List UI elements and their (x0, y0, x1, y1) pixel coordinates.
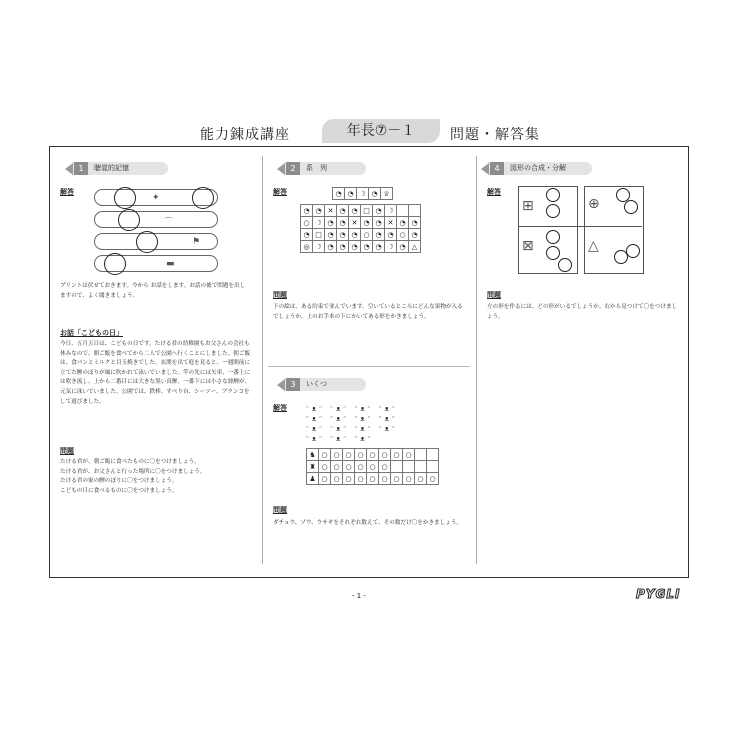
section3-answer-grid: ♞ ○ ○ ○ ○ ○ ○ ○ ○ ♜ ○ ○ ○ ○ ○ ○ ♟ ○ ○ ○ ○ ○ ○ ○ ○ ○ ○ (306, 448, 439, 485)
answer-circle-icon (558, 258, 572, 272)
sushi-icon: ▬ (166, 259, 175, 269)
answer-circle-icon (546, 230, 560, 244)
section3-label: いくつ (306, 380, 327, 388)
row-divider (268, 366, 470, 367)
section3-text: ダチョウ、ゾウ、ウサギをそれぞれ数えて、その数だけ〇をかきましょう。 (273, 520, 463, 526)
section4-tab (488, 162, 592, 175)
section3-tab (284, 378, 366, 391)
shape-divider (518, 226, 642, 227)
section4-number: 4 (490, 162, 504, 175)
question-item: たける君の家の鯉のぼりに〇をつけましょう。 (60, 478, 178, 485)
section1-number: 1 (74, 162, 88, 175)
cross-square-icon: ⊠ (522, 238, 534, 254)
answer-circle-icon (192, 187, 214, 209)
section2-tab (284, 162, 366, 175)
page-number: - 1 - (352, 592, 366, 600)
section2-label: 系 列 (306, 164, 327, 172)
question-item: たける君が、お父さんと行った場所に〇をつけましょう。 (60, 468, 206, 475)
square-pattern-icon: ⊞ (522, 198, 534, 214)
answer-circle-icon (546, 204, 560, 218)
section2-number: 2 (286, 162, 300, 175)
section1-answer-head: 解答 (60, 188, 74, 196)
section4-text: 左の形を作るには、どの形がいるでしょうか。右から見つけて〇をつけましょう。 (487, 304, 678, 320)
answer-row-2 (94, 211, 218, 228)
animal-icon: ᵔᴥᵔ ᵔᴥᵔ ᵔᴥᵔ ᵔᴥᵔ (306, 425, 398, 433)
question-item: こどもの日に食べるものに〇をつけましょう。 (60, 487, 178, 494)
title-tab: 年長⑦－１ (322, 119, 440, 143)
brand-logo: PYGLI (636, 587, 681, 601)
answer-circle-icon (114, 187, 136, 209)
section1-answer-figure (94, 189, 220, 273)
title-left: 能力錬成講座 (200, 127, 290, 143)
column-divider-1 (262, 156, 263, 564)
section3-answer-head: 解答 (273, 404, 287, 412)
question-item: たける君が、朝ご飯に食べたものに〇をつけましょう。 (60, 459, 200, 465)
answer-circle-icon (136, 231, 158, 253)
answer-circle-icon (624, 200, 638, 214)
section4-answer-figure (518, 186, 678, 276)
section3-question-head: 問題 (273, 506, 287, 514)
answer-circle-icon (626, 244, 640, 258)
section4-answer-head: 解答 (487, 188, 501, 196)
fish-icon: ✦ (152, 193, 160, 203)
section4-question-head: 問題 (487, 291, 501, 299)
section1-label: 聴覚的記憶 (94, 164, 129, 172)
title-right: 問題・解答集 (450, 127, 540, 143)
answer-circle-icon (546, 188, 560, 202)
tab-arrow-icon (277, 379, 285, 391)
section2-answer-grid: ◔ ◔ ✕ ◔ ◔ □ ◔ ☽ ○ ☽ ◔ ◔ ✕ ◔ ◔ ✕ ◔ ◔ ◔ □ ◔ ◔ ◔ ○ ◔ ◔ ○ ◔ ◎ ☽ ◔ ◔ ◔ ◔ ◔ ☽ ◔ △ (300, 204, 421, 253)
section2-answer-head: 解答 (273, 188, 287, 196)
section1-tab (72, 162, 168, 175)
answer-circle-icon (546, 246, 560, 260)
tab-arrow-icon (481, 163, 489, 175)
slide-icon: ⌒ (164, 218, 174, 228)
animal-icon: ᵔᴥᵔ ᵔᴥᵔ ᵔᴥᵔ ᵔᴥᵔ (306, 415, 398, 423)
section4-label: 図形の合成・分解 (510, 164, 566, 172)
section2-text: 下の絵は、ある約束で並んでいます。空いているところにどんな果物が入るでしょうか。上のお手本の下にかいてある形をかきましょう。 (273, 304, 463, 320)
section1-story: 今日、五月五日は、こどもの日です。たける君の幼稚園もお父さんの会社も休みなので、朝ご飯を食べてから二人で公園へ行くことにしました。朝ご飯は、食パンとミルクと目玉焼きでした。玄関を出て庭を見ると、一週間前に立てた鯉のぼりが風に吹かれて泳いでいました。竿の先には矢車、一番上には吹き流し、上から二番目には大きな黒い真鯉、一番下には小さな緋鯉が、元気に泳いでいました。公園では、鉄棒、すべり台、シーソー、ブランコをして遊びました。 (60, 341, 251, 405)
section1-question-head: 問題 (60, 447, 74, 455)
answer-circle-icon (104, 253, 126, 275)
koinobori-icon: ⚑ (192, 237, 201, 247)
animal-icon: ᵔᴥᵔ ᵔᴥᵔ ᵔᴥᵔ (306, 435, 374, 443)
column-divider-2 (476, 156, 477, 564)
animal-scene (306, 404, 430, 446)
section3-number: 3 (286, 378, 300, 391)
section2-sample-row: ◔ ◔ ☽ ◔ ♕ (332, 187, 393, 200)
answer-circle-icon (118, 209, 140, 231)
circle-pattern-icon: ⊕ (588, 196, 600, 212)
section1-questions (60, 458, 252, 496)
tab-arrow-icon (277, 163, 285, 175)
animal-icon: ᵔᴥᵔ ᵔᴥᵔ ᵔᴥᵔ ᵔᴥᵔ (306, 405, 398, 413)
section1-instruction: プリントは伏せておきます。今から お話をします。お話の後で問題を出しますので、よく聞きましょう。 (60, 283, 246, 299)
section2-question-head: 問題 (273, 291, 287, 299)
section1-story-head: お話「こどもの日」 (60, 329, 123, 337)
tab-arrow-icon (65, 163, 73, 175)
triangle-pattern-icon: △ (588, 238, 599, 254)
